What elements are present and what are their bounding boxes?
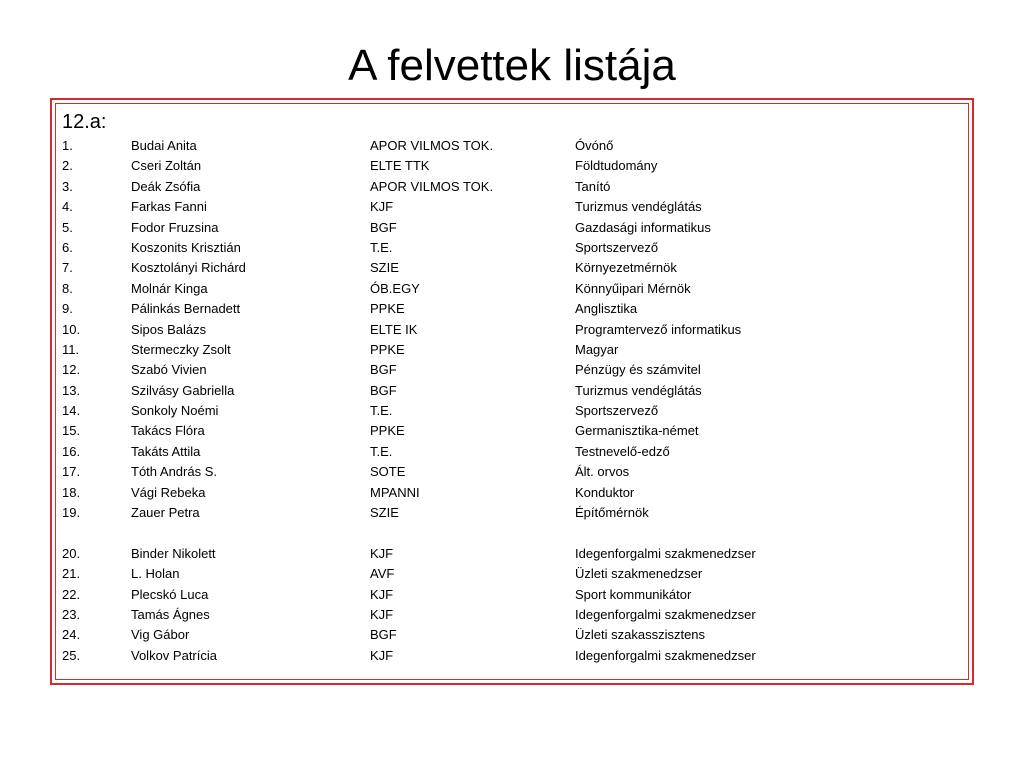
row-number: 25.: [62, 647, 81, 663]
row-number: 14.: [62, 403, 81, 419]
row-number: 6.: [62, 239, 73, 255]
institution: KJF: [370, 586, 394, 602]
institution: ELTE IK: [370, 321, 418, 337]
student-name: Koszonits Krisztián: [131, 239, 241, 255]
list-row: [62, 444, 962, 464]
row-number: 12.: [62, 362, 81, 378]
student-name: L. Holan: [131, 566, 180, 582]
row-number: 17.: [62, 464, 81, 480]
institution: BGF: [370, 382, 397, 398]
student-name: Zauer Petra: [131, 505, 200, 521]
program: Építőmérnök: [575, 505, 649, 521]
list-row: [62, 260, 962, 280]
student-name: Binder Nikolett: [131, 545, 216, 561]
row-number: 5.: [62, 219, 73, 235]
student-name: Tamás Ágnes: [131, 606, 210, 622]
list-row: [62, 158, 962, 178]
list-row: [62, 587, 962, 607]
program: Sportszervező: [575, 403, 659, 419]
institution: SOTE: [370, 464, 406, 480]
institution: APOR VILMOS TOK.: [370, 138, 494, 153]
row-number: 13.: [62, 382, 81, 398]
row-number: 15.: [62, 423, 81, 439]
institution: PPKE: [370, 341, 405, 357]
institution: ELTE TTK: [370, 158, 430, 174]
list-row: [62, 464, 962, 484]
list-row: [62, 607, 962, 627]
institution: KJF: [370, 545, 394, 561]
program: Üzleti szakasszisztens: [575, 627, 706, 643]
program: Anglisztika: [575, 301, 638, 317]
student-name: Farkas Fanni: [131, 199, 207, 215]
program: Ált. orvos: [575, 464, 630, 480]
list-row: [62, 566, 962, 586]
list-row: [62, 138, 962, 158]
student-name: Kosztolányi Richárd: [131, 260, 246, 276]
list-row: [62, 322, 962, 342]
program: Germanisztika-német: [575, 423, 699, 439]
page-title: A felvettek listája: [348, 41, 676, 90]
institution: SZIE: [370, 505, 399, 521]
list-row: [62, 362, 962, 382]
program: Földtudomány: [575, 158, 658, 174]
row-number: 21.: [62, 566, 81, 582]
student-name: Budai Anita: [131, 138, 197, 153]
list-row: [62, 383, 962, 403]
program: Idegenforgalmi szakmenedzser: [575, 545, 756, 561]
program: Turizmus vendéglátás: [575, 199, 702, 215]
program: Magyar: [575, 341, 619, 357]
program: Üzleti szakmenedzser: [575, 566, 703, 582]
institution: APOR VILMOS TOK.: [370, 178, 494, 194]
program: Idegenforgalmi szakmenedzser: [575, 606, 756, 622]
list-row: [62, 179, 962, 199]
program: Pénzügy és számvitel: [575, 362, 701, 378]
program: Idegenforgalmi szakmenedzser: [575, 647, 756, 663]
list-row: [62, 546, 962, 566]
program: Gazdasági informatikus: [575, 219, 711, 235]
row-number: 1.: [62, 138, 73, 153]
student-name: Sonkoly Noémi: [131, 403, 219, 419]
list-row: [62, 342, 962, 362]
institution: BGF: [370, 219, 397, 235]
program: Testnevelő-edző: [575, 443, 670, 459]
admitted-list: [62, 138, 962, 668]
row-number: 19.: [62, 505, 81, 521]
row-number: 23.: [62, 606, 81, 622]
institution: SZIE: [370, 260, 399, 276]
student-name: Sipos Balázs: [131, 321, 207, 337]
institution: KJF: [370, 199, 394, 215]
row-number: 2.: [62, 158, 73, 174]
student-name: Volkov Patrícia: [131, 647, 217, 663]
student-name: Takács Flóra: [131, 423, 205, 439]
student-name: Vági Rebeka: [131, 484, 206, 500]
student-name: Plecskó Luca: [131, 586, 209, 602]
student-name: Pálinkás Bernadett: [131, 301, 241, 317]
institution: KJF: [370, 606, 394, 622]
institution: T.E.: [370, 239, 393, 255]
institution: T.E.: [370, 443, 393, 459]
institution: PPKE: [370, 301, 405, 317]
student-name: Szabó Vivien: [131, 362, 207, 378]
list-row: [62, 485, 962, 505]
row-number: 4.: [62, 199, 73, 215]
program: Programtervező informatikus: [575, 321, 742, 337]
student-name: Molnár Kinga: [131, 280, 208, 296]
row-number: 3.: [62, 178, 73, 194]
list-row: [62, 627, 962, 647]
institution: ÓB.EGY: [370, 280, 420, 296]
row-number: 11.: [62, 341, 80, 357]
program: Sportszervező: [575, 239, 659, 255]
row-number: 7.: [62, 260, 73, 276]
student-name: Takáts Attila: [131, 443, 201, 459]
institution: BGF: [370, 627, 397, 643]
program: Könnyűipari Mérnök: [575, 280, 691, 296]
list-row: [62, 281, 962, 301]
list-row: [62, 240, 962, 260]
student-name: Vig Gábor: [131, 627, 190, 643]
institution: KJF: [370, 647, 394, 663]
institution: BGF: [370, 362, 397, 378]
row-number: 16.: [62, 443, 81, 459]
institution: AVF: [370, 566, 395, 582]
row-number: 22.: [62, 586, 81, 602]
list-row: [62, 301, 962, 321]
row-number: 20.: [62, 545, 81, 561]
program: Óvónő: [575, 138, 614, 153]
list-row: [62, 423, 962, 443]
list-row: [62, 403, 962, 423]
student-name: Tóth András S.: [131, 464, 217, 480]
list-row: [62, 199, 962, 219]
row-number: 9.: [62, 301, 73, 317]
program: Turizmus vendéglátás: [575, 382, 702, 398]
student-name: Stermeczky Zsolt: [131, 341, 231, 357]
student-name: Cseri Zoltán: [131, 158, 202, 174]
row-number: 18.: [62, 484, 81, 500]
program: Tanító: [575, 178, 611, 194]
student-name: Szilvásy Gabriella: [131, 382, 235, 398]
class-label: 12.a:: [62, 111, 107, 133]
row-number: 10.: [62, 321, 81, 337]
list-row: [62, 505, 962, 525]
institution: MPANNI: [370, 484, 420, 500]
list-row: [62, 648, 962, 668]
student-name: Deák Zsófia: [131, 178, 201, 194]
institution: PPKE: [370, 423, 405, 439]
institution: T.E.: [370, 403, 393, 419]
program: Környezetmérnök: [575, 260, 677, 276]
student-name: Fodor Fruzsina: [131, 219, 219, 235]
row-number: 8.: [62, 280, 73, 296]
list-row: [62, 220, 962, 240]
program: Sport kommunikátor: [575, 586, 692, 602]
program: Konduktor: [575, 484, 635, 500]
row-number: 24.: [62, 627, 81, 643]
